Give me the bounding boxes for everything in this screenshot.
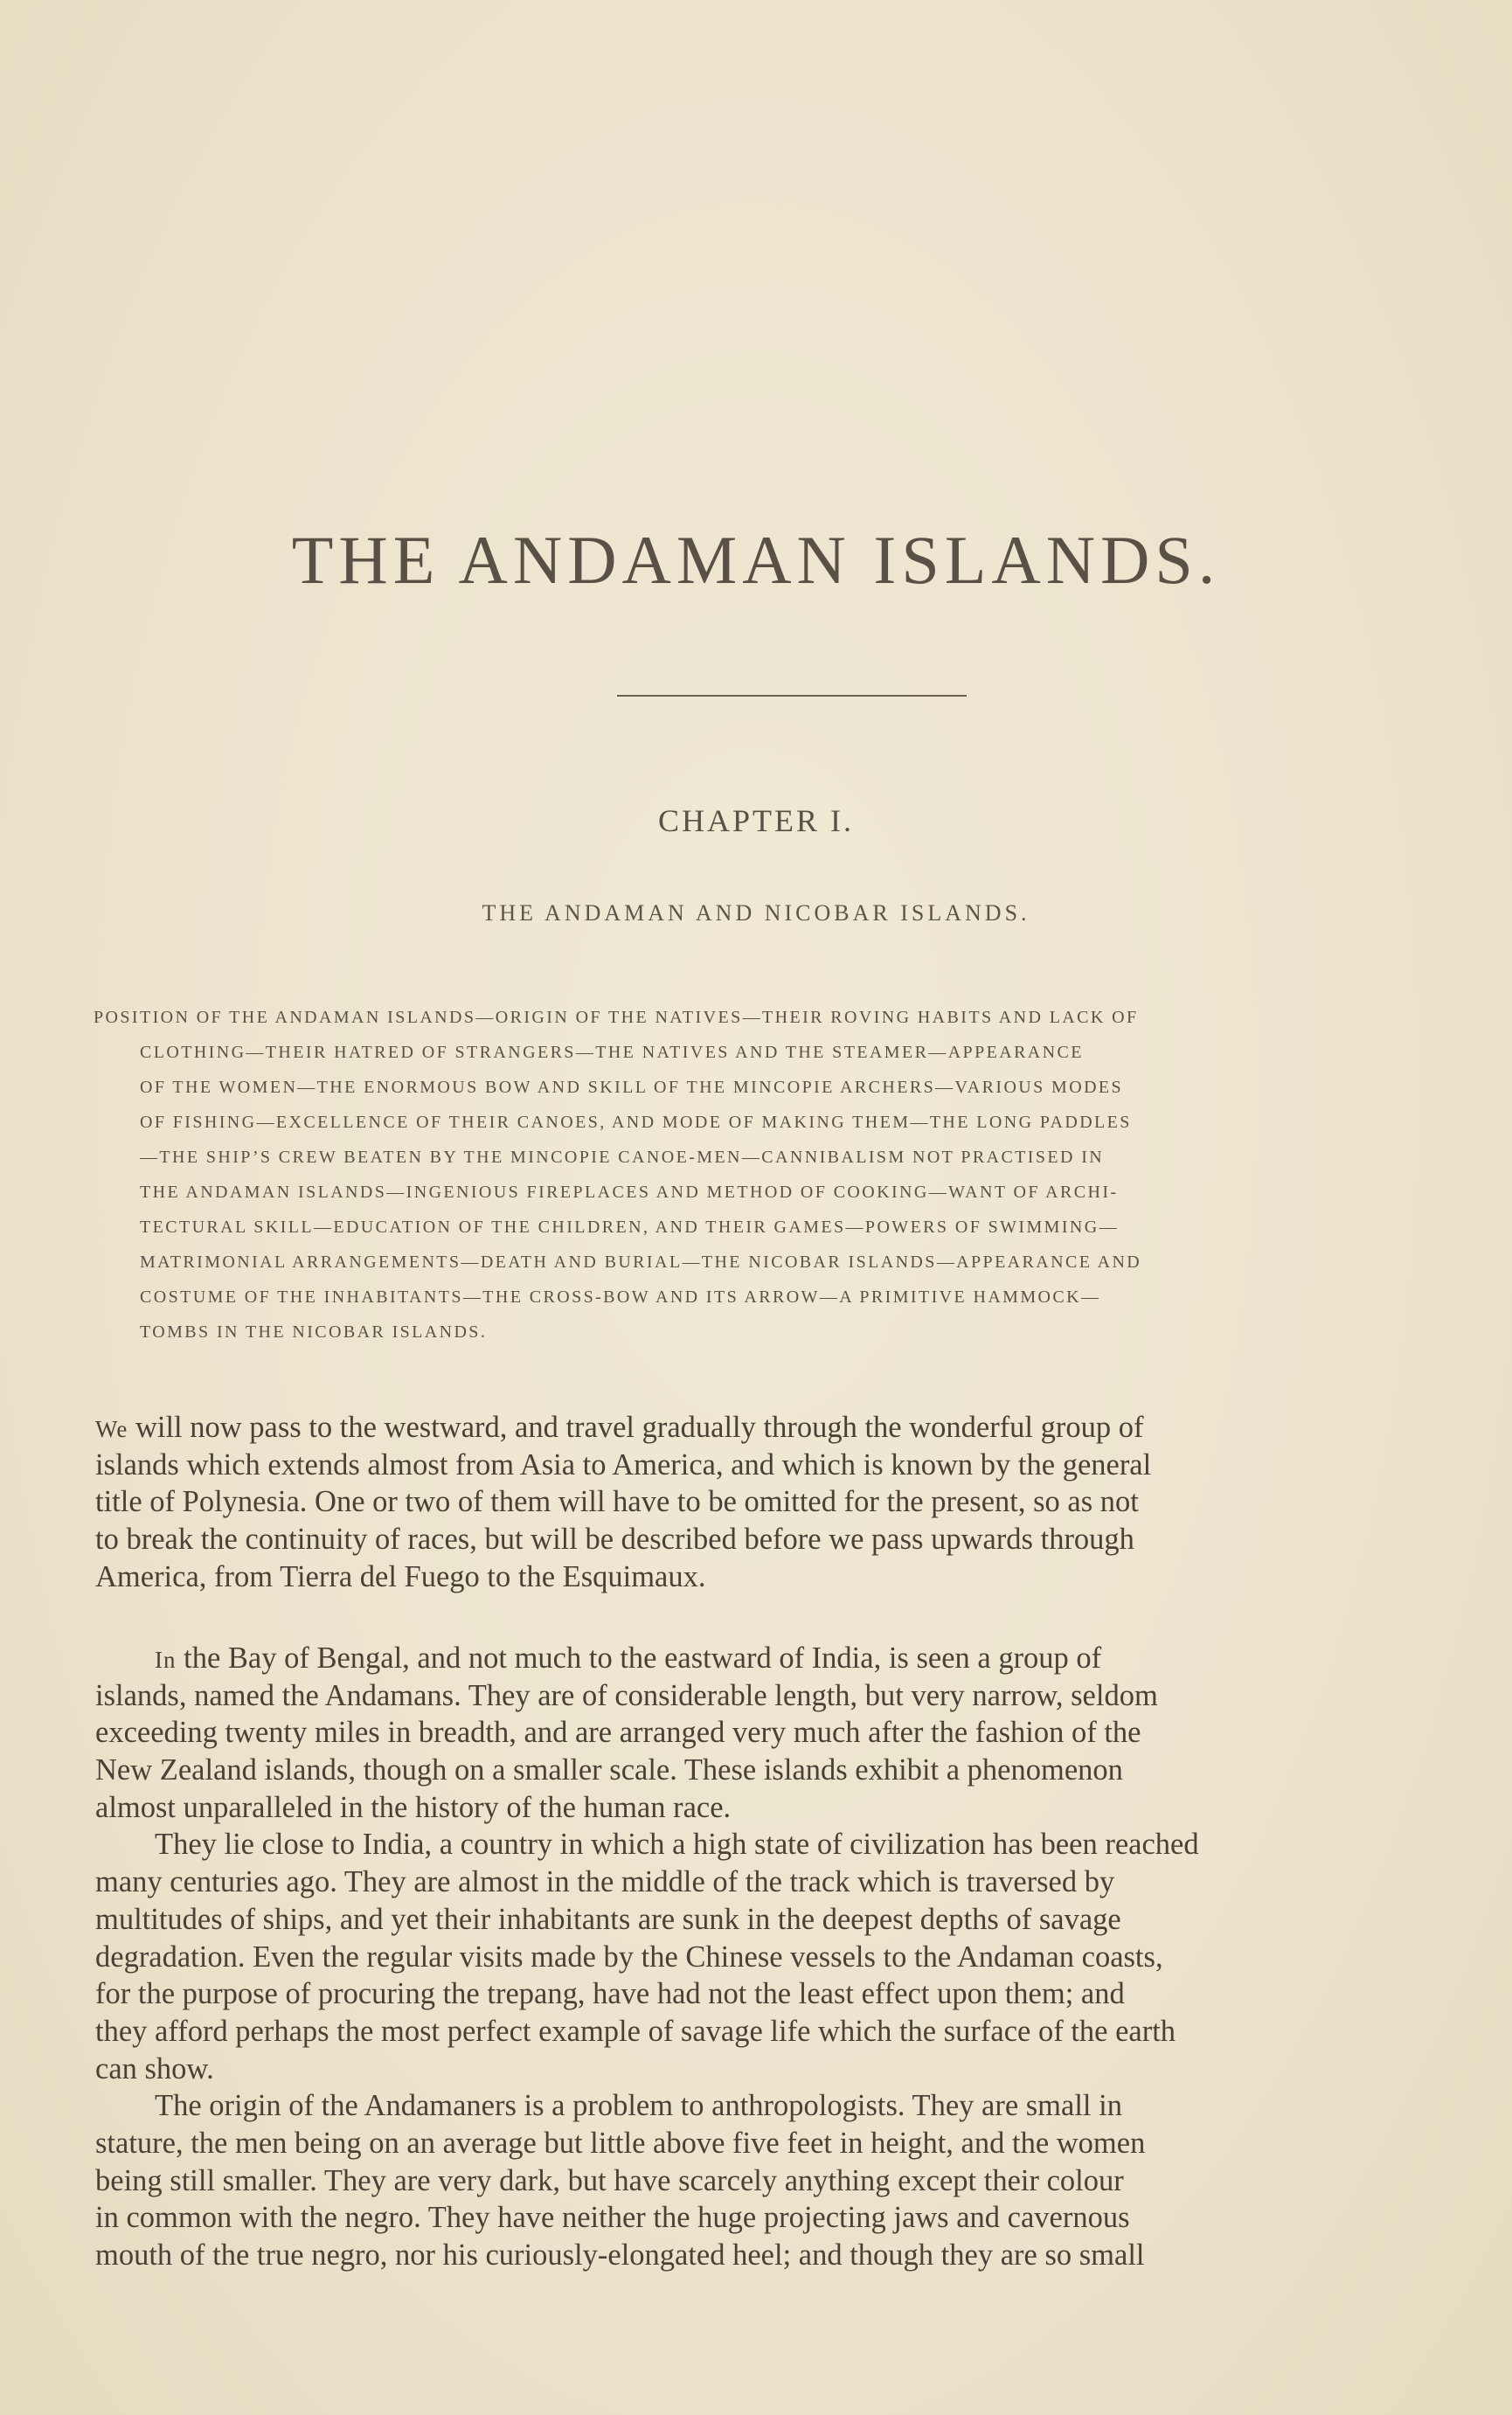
body-line: New Zealand islands, though on a smaller scale. These islands exhibit a phenomenon bbox=[95, 1753, 1123, 1787]
chapter-synopsis bbox=[94, 1000, 1466, 1350]
synopsis-line: MATRIMONIAL ARRANGEMENTS—DEATH AND BURIAL—THE NICOBAR ISLANDS—APPEARANCE AND bbox=[140, 1253, 1142, 1272]
body-line: they afford perhaps the most perfect example of savage life which the surface of the earth bbox=[95, 2014, 1176, 2048]
body-line: America, from Tierra del Fuego to the Esquimaux. bbox=[95, 1559, 706, 1593]
body-line: title of Polynesia. One or two of them will have to be omitted for the present, so as not bbox=[95, 1485, 1139, 1519]
body-line: degradation. Even the regular visits made by the Chinese vessels to the Andaman coasts, bbox=[95, 1940, 1163, 1974]
lead-word: In bbox=[155, 1647, 177, 1673]
body-line: mouth of the true negro, nor his curiously-elongated heel; and though they are so small bbox=[95, 2238, 1145, 2272]
synopsis-line: COSTUME OF THE INHABITANTS—THE CROSS-BOW AND ITS ARROW—A PRIMITIVE HAMMOCK— bbox=[140, 1287, 1101, 1307]
synopsis-line: THE ANDAMAN ISLANDS—INGENIOUS FIREPLACES AND METHOD OF COOKING—WANT OF ARCHI- bbox=[140, 1183, 1119, 1202]
body-line: stature, the men being on an average but little above five feet in height, and the women bbox=[95, 2126, 1146, 2160]
synopsis-line: TECTURAL SKILL—EDUCATION OF THE CHILDREN, AND THEIR GAMES—POWERS OF SWIMMING— bbox=[140, 1218, 1119, 1237]
body-line: islands which extends almost from Asia to America, and which is known by the general bbox=[95, 1447, 1152, 1482]
body-line: being still smaller. They are very dark, but have scarcely anything except their colour bbox=[95, 2163, 1124, 2197]
synopsis-line: POSITION OF THE ANDAMAN ISLANDS—ORIGIN OF THE NATIVES—THEIR ROVING HABITS AND LACK OF bbox=[94, 1008, 1139, 1027]
synopsis-line: CLOTHING—THEIR HATRED OF STRANGERS—THE NATIVES AND THE STEAMER—APPEARANCE bbox=[140, 1043, 1084, 1062]
synopsis-line: OF FISHING—EXCELLENCE OF THEIR CANOES, AND MODE OF MAKING THEM—THE LONG PADDLES bbox=[140, 1113, 1132, 1132]
body-line: The origin of the Andamaners is a problem to anthropologists. They are small in bbox=[155, 2089, 1122, 2123]
chapter-heading: CHAPTER I. bbox=[657, 803, 854, 838]
body-line: islands, named the Andamans. They are of considerable length, but very narrow, seldom bbox=[95, 1678, 1158, 1712]
body-line bbox=[95, 1640, 1471, 1677]
book-title: THE ANDAMAN ISLANDS. bbox=[291, 522, 1221, 598]
body-line: in common with the negro. They have neither the huge projecting jaws and cavernous bbox=[95, 2201, 1130, 2235]
line-text: the Bay of Bengal, and not much to the eastward of India, is seen a group of bbox=[176, 1641, 1102, 1675]
body-line: exceeding twenty miles in breadth, and are arranged very much after the fashion of the bbox=[95, 1716, 1141, 1750]
body-line: many centuries ago. They are almost in the middle of the track which is traversed by bbox=[95, 1865, 1115, 1899]
body-line: They lie close to India, a country in which a high state of civilization has been reached bbox=[155, 1828, 1199, 1862]
body-line bbox=[95, 1409, 1471, 1447]
paragraph-2 bbox=[95, 1640, 1471, 2274]
paragraph-1 bbox=[95, 1409, 1471, 1595]
line-text: will now pass to the westward, and travel gradually through the wonderful group of bbox=[128, 1411, 1144, 1444]
synopsis-line: OF THE WOMEN—THE ENORMOUS BOW AND SKILL OF THE MINCOPIE ARCHERS—VARIOUS MODES bbox=[140, 1078, 1124, 1097]
synopsis-line: —THE SHIP’S CREW BEATEN BY THE MINCOPIE CANOE-MEN—CANNIBALISM NOT PRACTISED IN bbox=[140, 1148, 1105, 1167]
chapter-title: THE ANDAMAN AND NICOBAR ISLANDS. bbox=[482, 900, 1030, 926]
body-line: almost unparalleled in the history of the human race. bbox=[95, 1790, 732, 1824]
body-line: to break the continuity of races, but will be described before we pass upwards through bbox=[95, 1523, 1134, 1557]
lead-word: We bbox=[95, 1416, 128, 1442]
body-line: can show. bbox=[95, 2051, 214, 2085]
body-line: for the purpose of procuring the trepang, have had not the least effect upon them; and bbox=[95, 1977, 1125, 2011]
synopsis-line: TOMBS IN THE NICOBAR ISLANDS. bbox=[140, 1322, 488, 1342]
title-divider-rule bbox=[617, 695, 967, 697]
body-line: multitudes of ships, and yet their inhabitants are sunk in the deepest depths of savage bbox=[95, 1902, 1121, 1936]
